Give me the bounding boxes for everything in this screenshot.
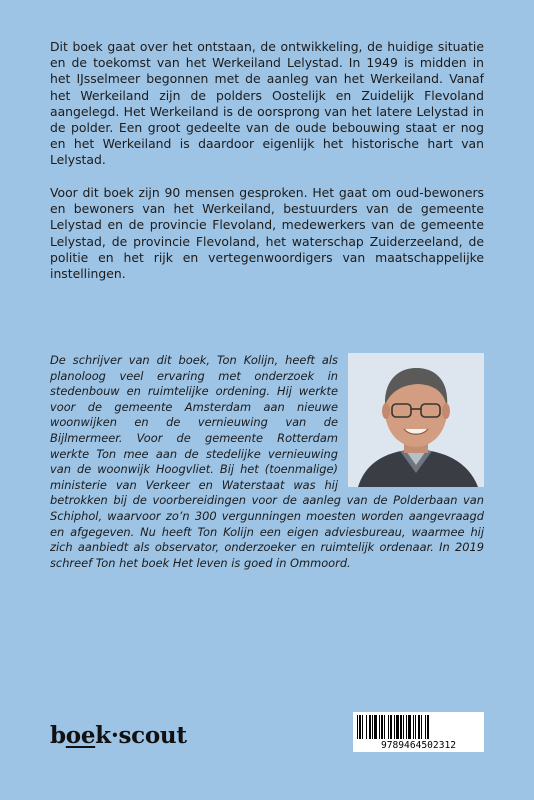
barcode-stripe [427, 715, 429, 739]
publisher-logo-part-2: oe [65, 722, 96, 749]
publisher-logo-part-1: b [50, 722, 66, 749]
isbn-barcode [353, 712, 484, 752]
publisher-logo-part-3: k [95, 722, 111, 749]
publisher-logo [50, 722, 187, 749]
publisher-logo-part-4: scout [118, 722, 187, 749]
author-photo [348, 353, 484, 487]
publisher-logo-separator: · [110, 722, 119, 749]
isbn-number: 9789464502312 [380, 740, 457, 751]
intro-paragraph-1: Dit boek gaat over het ontstaan, de ontwikkeling, de huidige situatie en de toekomst van het Werkeiland Lelystad. In 1949 is midden in het IJsselmeer begonnen met de aanleg van het Werkeiland. Vanaf het Werkeiland zijn de polders Oostelijk en Zuidelijk Flevoland aangelegd. Het Werkeiland is de oorsprong van het latere Lelystad in de polder. Een groot gedeelte van de oude bebouwing staat er nog en het Werkeiland is daardoor eigenlijk het historische hart van Lelystad. [50, 39, 484, 168]
barcode-bars [357, 715, 480, 739]
intro-paragraph-2: Voor dit boek zijn 90 mensen gesproken. Het gaat om oud-bewoners en bewoners van het Werkeiland, bestuurders van de gemeente Lelystad en de provincie Flevoland, medewerkers van de gemeente Lelystad, de provincie Flevoland, het waterschap Zuiderzeeland, de politie en het rijk en vertegenwoordigers van maatschappelijke instellingen. [50, 185, 484, 282]
author-bio-block [50, 353, 484, 571]
author-bio-text: De schrijver van dit boek, Ton Kolijn, heeft als planoloog veel ervaring met onderzoek in stedenbouw en ruimtelijke ordening. Hij werkte voor de gemeente Amsterdam aan nieuwe woonwijken en de vernieuwing van de Bijlmermeer. Voor de gemeente Rotterdam werkte Ton mee aan de stedelijke vernieuwing van de woonwijk Hoogvliet. Bij het (toenmalige) ministerie van Verkeer en Waterstaat was hij betrokken bij de voorbereidingen voor de aanleg van de Polderbaan van Schiphol, waarvoor zo’n 300 vergunningen moesten worden aangevraagd en afgegeven. Nu heeft Ton Kolijn een eigen adviesbureau, waarmee hij zich aanbiedt als observator, onderzoeker en ruimtelijk ordenaar. In 2019 schreef Ton het boek Het leven is goed in Ommoord. [50, 353, 484, 570]
